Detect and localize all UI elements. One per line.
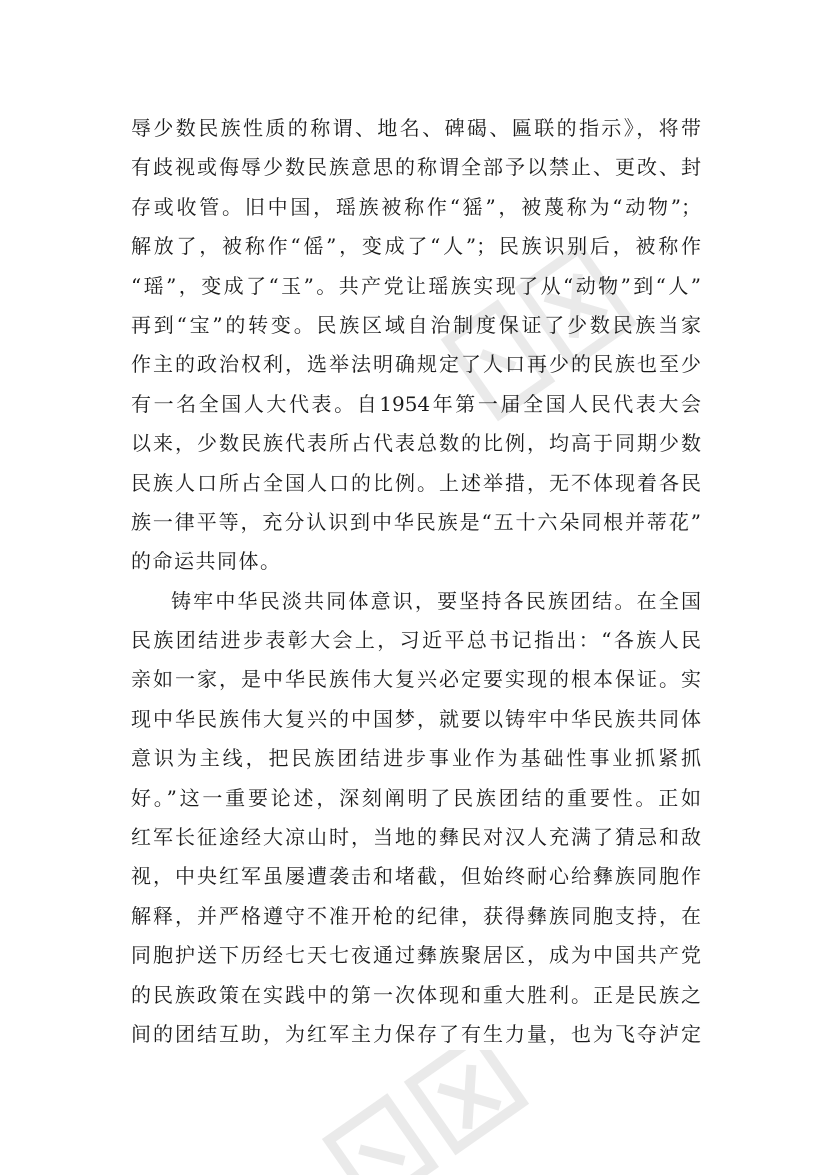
text-line: 同胞护送下历经七天七夜通过彝族聚居区，成为中国共产党 [131, 943, 701, 968]
text-line: 以来，少数民族代表所占代表总数的比例，均高于同期少数 [131, 431, 701, 456]
text-line: 有歧视或侮辱少数民族意思的称谓全部予以禁止、更改、封 [131, 155, 701, 180]
text-line: “瑶”，变成了“玉”。共产党让瑶族实现了从“动物”到“人” [131, 273, 701, 298]
text-line: 存或收管。旧中国，瑶族被称作“猺”，被蔑称为“动物”； [131, 194, 701, 219]
text-line: 再到“宝”的转变。民族区域自治制度保证了少数民族当家 [131, 312, 701, 337]
paragraph [131, 109, 701, 582]
body-text [131, 109, 701, 1054]
text-line: 亲如一家，是中华民族伟大复兴必定要实现的根本保证。实 [131, 667, 701, 692]
text-line: 辱少数民族性质的称谓、地名、碑碣、匾联的指示》，将带 [131, 116, 701, 140]
text-line: 现中华民族伟大复兴的中国梦，就要以铸牢中华民族共同体 [131, 706, 701, 731]
watermark-logo-icon [300, 1050, 550, 1175]
text-line: 民族人口所占全国人口的比例。上述举措，无不体现着各民 [131, 470, 701, 495]
text-line: 解放了，被称作“傜”，变成了“人”；民族识别后，被称作 [131, 234, 701, 259]
text-line: 好。”这一重要论述，深刻阐明了民族团结的重要性。正如 [131, 785, 701, 810]
text-line: 的民族政策在实践中的第一次体现和重大胜利。正是民族之 [131, 982, 701, 1007]
text-line: 的命运共同体。 [131, 549, 282, 574]
text-line: 有一名全国人大代表。自1954年第一届全国人民代表大会 [131, 391, 701, 416]
text-line: 视，中央红军虽屡遭袭击和堵截，但始终耐心给彝族同胞作 [131, 864, 701, 889]
text-line: 红军长征途经大凉山时，当地的彝民对汉人充满了猜忌和敌 [131, 825, 701, 850]
text-line: 解释，并严格遵守不准开枪的纪律，获得彝族同胞支持，在 [131, 903, 701, 928]
paragraph [131, 582, 701, 1055]
text-line: 族一律平等，充分认识到中华民族是“五十六朵同根并蒂花” [131, 509, 701, 534]
text-line: 铸牢中华民淡共同体意识，要坚持各民族团结。在全国 [171, 588, 701, 613]
text-line: 意识为主线，把民族团结进步事业作为基础性事业抓紧抓 [131, 746, 701, 771]
text-line: 间的团结互助，为红军主力保存了有生力量，也为飞夺泸定 [131, 1021, 701, 1046]
text-line: 民族团结进步表彰大会上，习近平总书记指出：“各族人民 [131, 628, 701, 653]
text-line: 作主的政治权利，选举法明确规定了人口再少的民族也至少 [131, 352, 701, 377]
